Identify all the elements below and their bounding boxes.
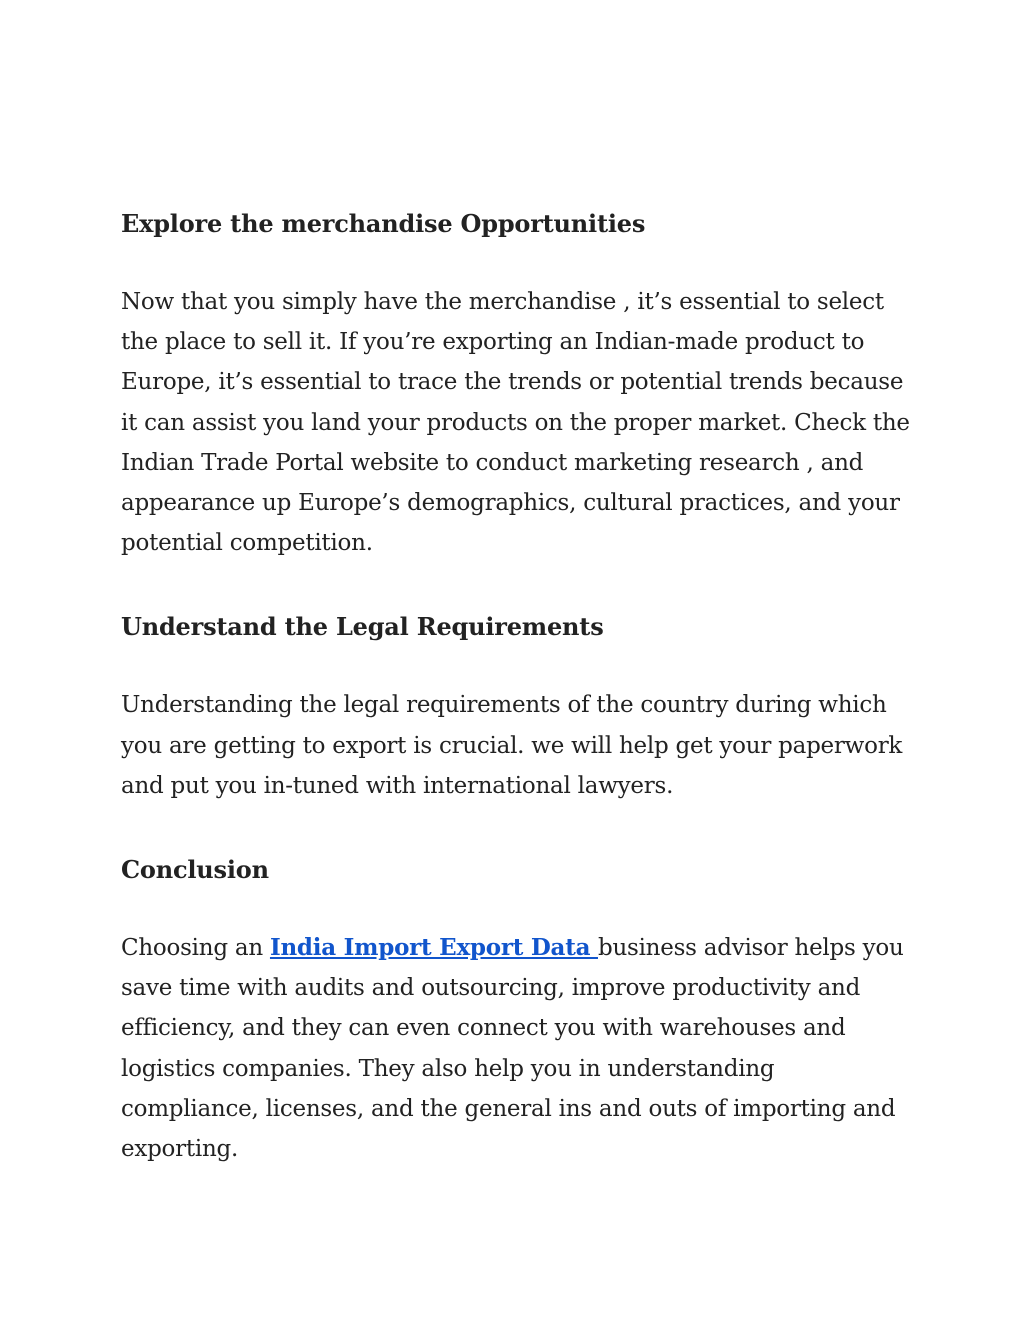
conclusion-text-before-link: Choosing an — [121, 935, 270, 962]
india-import-export-data-link[interactable]: India Import Export Data — [269, 934, 598, 962]
section-heading-legal: Understand the Legal Requirements — [121, 612, 604, 642]
section-body-conclusion — [121, 928, 911, 1169]
section-heading-opportunities: Explore the merchandise Opportunities — [121, 209, 646, 238]
section-heading-conclusion: Conclusion — [121, 855, 269, 885]
section-body-legal: Understanding the legal requirements of the country during which you are getting to export is crucial. we will help get your paperwork and put you in-tuned with international lawyers. — [121, 692, 903, 799]
document-page — [121, 204, 911, 1169]
section-body-opportunities: Now that you simply have the merchandise , it’s essential to select the place to sell it. If you’re exporting an Indian-made product to Europe, it’s essential to trace the trends or potential trends because it can assist you land your products on the proper market. Check the Indian Trade Portal website to conduct marketing research , and appearance up Europe’s demographics, cultural practices, and your potential competition. — [121, 289, 910, 557]
conclusion-text-after-link: business advisor helps you save time with audits and outsourcing, improve productivity and efficiency, and they can even connect you with warehouses and logistics companies. They also help you in understanding compliance, licenses, and the general ins and outs of importing and exporting. — [121, 935, 904, 1163]
